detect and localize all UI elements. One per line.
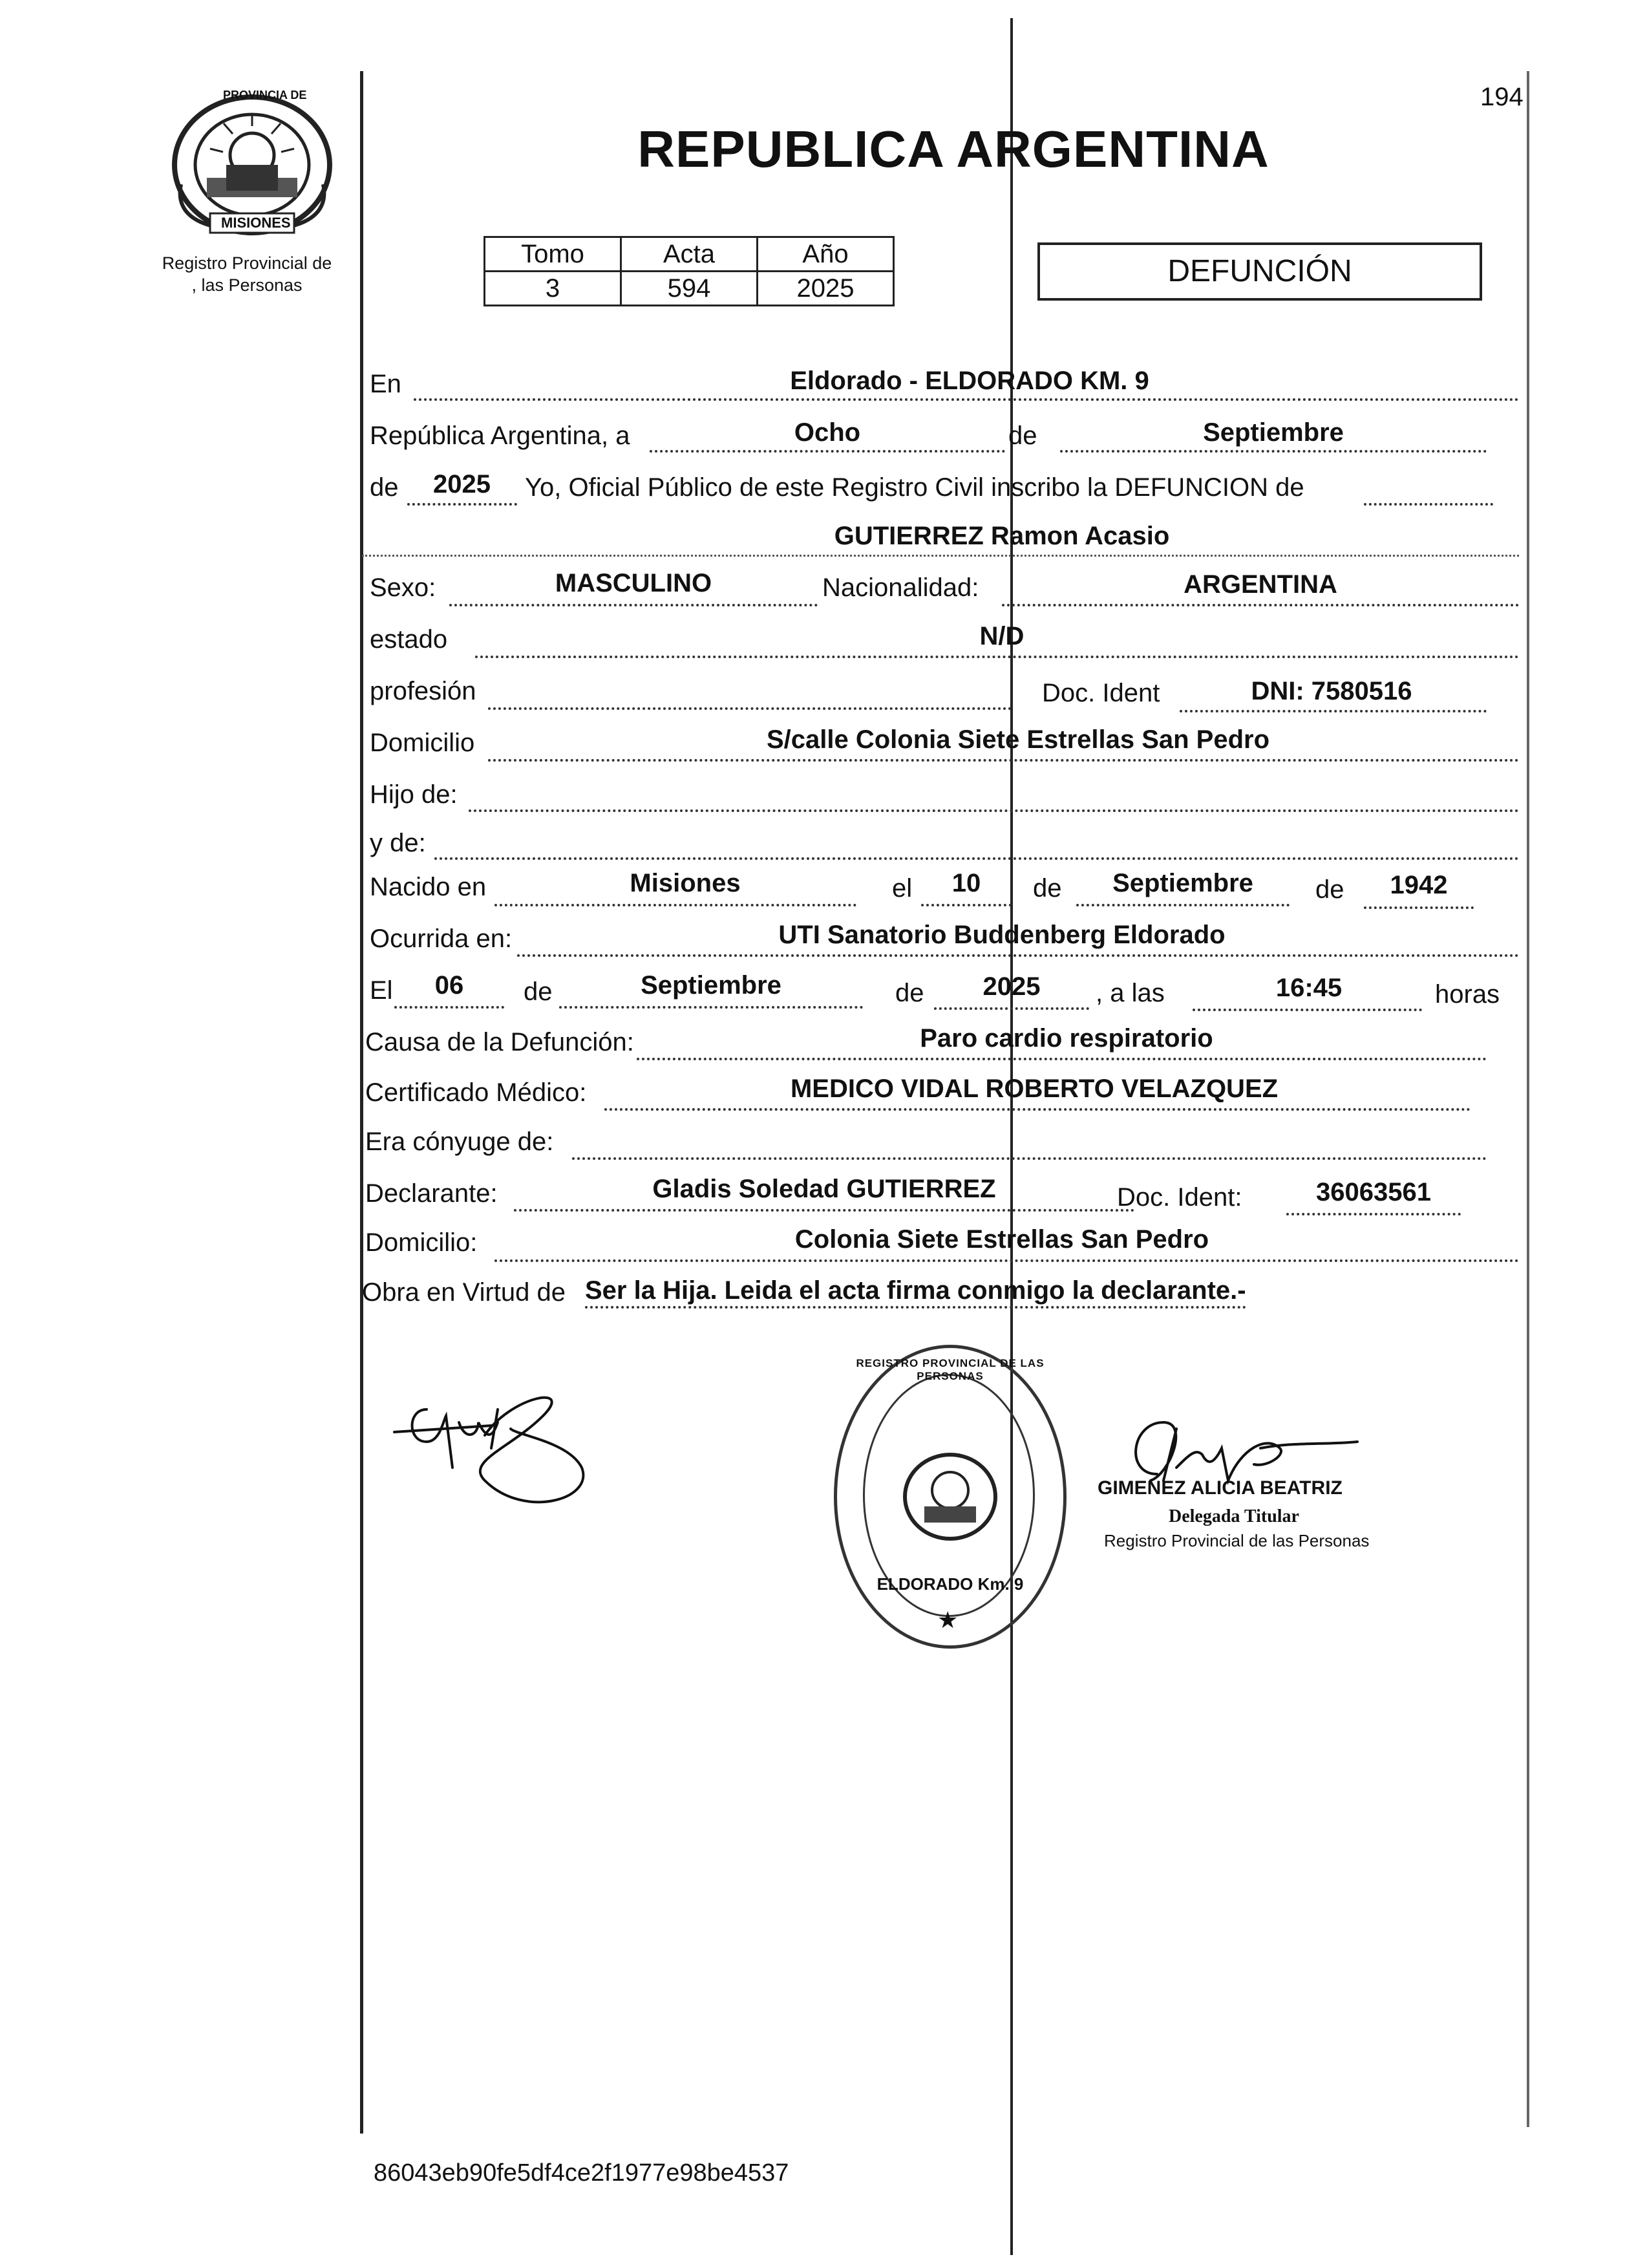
nacido-mes-underline: [1076, 904, 1290, 906]
fallec-anio-underline: [934, 1007, 1089, 1010]
nacido-de1-label: de: [1033, 874, 1062, 903]
signatory-office: Registro Provincial de las Personas: [1104, 1531, 1370, 1550]
nacionalidad-value: ARGENTINA: [1184, 570, 1337, 599]
table-header-acta: Acta: [621, 237, 758, 272]
mes-value: Septiembre: [1203, 418, 1344, 447]
inscribo-underline: [1364, 503, 1493, 506]
nacionalidad-label: Nacionalidad:: [822, 573, 979, 602]
nacido-lugar-underline: [494, 904, 856, 906]
registry-seal: [162, 87, 343, 242]
certificado-underline: [604, 1108, 1471, 1111]
sexo-value: MASCULINO: [555, 569, 712, 597]
nacido-label: Nacido en: [370, 873, 487, 901]
nacido-dia-value: 10: [951, 869, 981, 897]
nacido-lugar-value: Misiones: [630, 869, 741, 897]
profesion-label: profesión: [370, 677, 476, 705]
domicilio-label: Domicilio: [370, 729, 475, 757]
stamp-ring-text: REGISTRO PROVINCIAL DE LAS PERSONAS: [856, 1357, 1045, 1382]
estado-underline: [475, 656, 1519, 658]
ocurrida-underline: [517, 954, 1519, 957]
star-icon: ★: [937, 1607, 959, 1633]
nacido-mes-value: Septiembre: [1112, 869, 1253, 897]
center-fold-line: [1010, 18, 1013, 2255]
republica-label: República Argentina, a: [370, 422, 630, 450]
right-margin-line: [1527, 71, 1529, 2127]
registry-name-line2: , las Personas: [191, 275, 303, 295]
nacido-el-label: el: [892, 874, 913, 903]
registry-name-line1: Registro Provincial de: [162, 253, 332, 273]
conyuge-label: Era cónyuge de:: [365, 1128, 554, 1156]
fallec-dia-value: 06: [434, 971, 464, 1000]
page-number: 194: [1480, 83, 1524, 111]
nacionalidad-underline: [1002, 604, 1519, 606]
en-label: En: [370, 370, 401, 398]
de-label-2: de: [370, 473, 399, 502]
table-header-tomo: Tomo: [485, 237, 621, 272]
horas-label: horas: [1435, 980, 1500, 1009]
causa-value: Paro cardio respiratorio: [920, 1024, 1213, 1053]
fallec-de2-label: de: [895, 979, 924, 1007]
record-reference-table: [483, 236, 895, 306]
el-label: El: [370, 976, 393, 1005]
decl-doc-label: Doc. Ident:: [1117, 1183, 1242, 1212]
profesion-underline: [488, 707, 1012, 710]
sexo-underline: [449, 604, 818, 606]
signatory-name: GIMENEZ ALICIA BEATRIZ: [1098, 1477, 1343, 1499]
signatory-role: Delegada Titular: [1169, 1506, 1299, 1526]
nacido-de2-label: de: [1315, 875, 1344, 904]
stamp-inner-text: ELDORADO Km. 9: [876, 1574, 1024, 1594]
seal-bottom-text: MISIONES: [221, 215, 291, 231]
decl-doc-value: 36063561: [1316, 1178, 1431, 1206]
document-hash: 86043eb90fe5df4ce2f1977e98be4537: [374, 2159, 789, 2187]
ocurrida-label: Ocurrida en:: [370, 925, 513, 953]
hora-underline: [1193, 1009, 1422, 1011]
obra-value: Ser la Hija. Leida el acta firma conmigo la declarante.-: [585, 1275, 1246, 1309]
lugar-underline: [414, 398, 1519, 401]
nacido-dia-underline: [921, 904, 1012, 906]
de-label: de: [1008, 422, 1037, 450]
dia-underline: [650, 450, 1005, 453]
hijo-underline: [469, 809, 1519, 812]
y-de-underline: [434, 857, 1519, 860]
nombre-underline: [362, 555, 1519, 557]
fallec-mes-underline: [559, 1006, 863, 1009]
decl-dom-underline: [494, 1259, 1519, 1262]
obra-label: Obra en Virtud de: [362, 1278, 566, 1307]
y-de-label: y de:: [370, 829, 426, 857]
estado-value: N/D: [979, 622, 1025, 650]
lugar-value: Eldorado - ELDORADO KM. 9: [790, 367, 1149, 395]
declarant-signature-icon: [381, 1371, 601, 1519]
decl-dom-label: Domicilio:: [365, 1228, 478, 1257]
estado-label: estado: [370, 625, 448, 654]
table-cell-tomo: 3: [485, 272, 621, 306]
stamp-emblem-icon: [898, 1448, 1002, 1545]
doc-value: DNI: 7580516: [1251, 677, 1412, 705]
inscribo-text: Yo, Oficial Público de este Registro Civil inscribo la DEFUNCION de: [525, 473, 1304, 502]
table-cell-anio: 2025: [758, 272, 894, 306]
seal-top-text: PROVINCIA DE: [223, 89, 307, 102]
fallec-mes-value: Septiembre: [641, 971, 781, 1000]
ocurrida-value: UTI Sanatorio Buddenberg Eldorado: [778, 921, 1226, 949]
official-stamp: [834, 1345, 1067, 1649]
certificado-label: Certificado Médico:: [365, 1078, 587, 1107]
anio-underline: [407, 503, 517, 506]
anio-value: 2025: [433, 470, 491, 498]
nombre-value: GUTIERREZ Ramon Acasio: [834, 522, 1170, 550]
hora-value: 16:45: [1275, 974, 1343, 1002]
left-margin-line: [360, 71, 363, 2134]
document-title: REPUBLICA ARGENTINA: [637, 120, 1269, 178]
record-type-box: [1037, 242, 1482, 301]
dia-value: Ocho: [794, 418, 861, 447]
decl-dom-value: Colonia Siete Estrellas San Pedro: [794, 1225, 1209, 1254]
table-cell-acta: 594: [621, 272, 758, 306]
sexo-label: Sexo:: [370, 573, 436, 602]
fallec-dia-underline: [394, 1006, 504, 1009]
causa-underline: [637, 1058, 1487, 1060]
declarante-value: Gladis Soledad GUTIERREZ: [652, 1175, 996, 1203]
domicilio-value: S/calle Colonia Siete Estrellas San Pedro: [766, 725, 1270, 754]
doc-underline: [1180, 710, 1487, 712]
fallec-de1-label: de: [524, 978, 553, 1006]
nacido-anio-underline: [1364, 906, 1474, 909]
table-header-anio: Año: [758, 237, 894, 272]
domicilio-underline: [488, 759, 1519, 762]
certificado-value: MEDICO VIDAL ROBERTO VELAZQUEZ: [790, 1075, 1279, 1103]
nacido-anio-value: 1942: [1390, 871, 1448, 899]
hijo-label: Hijo de:: [370, 780, 458, 809]
mes-underline: [1060, 450, 1487, 453]
fallec-anio-value: 2025: [982, 972, 1041, 1001]
a-las-label: , a las: [1096, 979, 1165, 1007]
conyuge-underline: [572, 1157, 1487, 1160]
causa-label: Causa de la Defunción:: [365, 1028, 634, 1056]
decl-doc-underline: [1286, 1213, 1461, 1215]
record-type: DEFUNCIÓN: [1167, 254, 1352, 288]
declarante-underline: [514, 1209, 1134, 1212]
declarante-label: Declarante:: [365, 1179, 498, 1208]
doc-label: Doc. Ident: [1042, 679, 1160, 707]
